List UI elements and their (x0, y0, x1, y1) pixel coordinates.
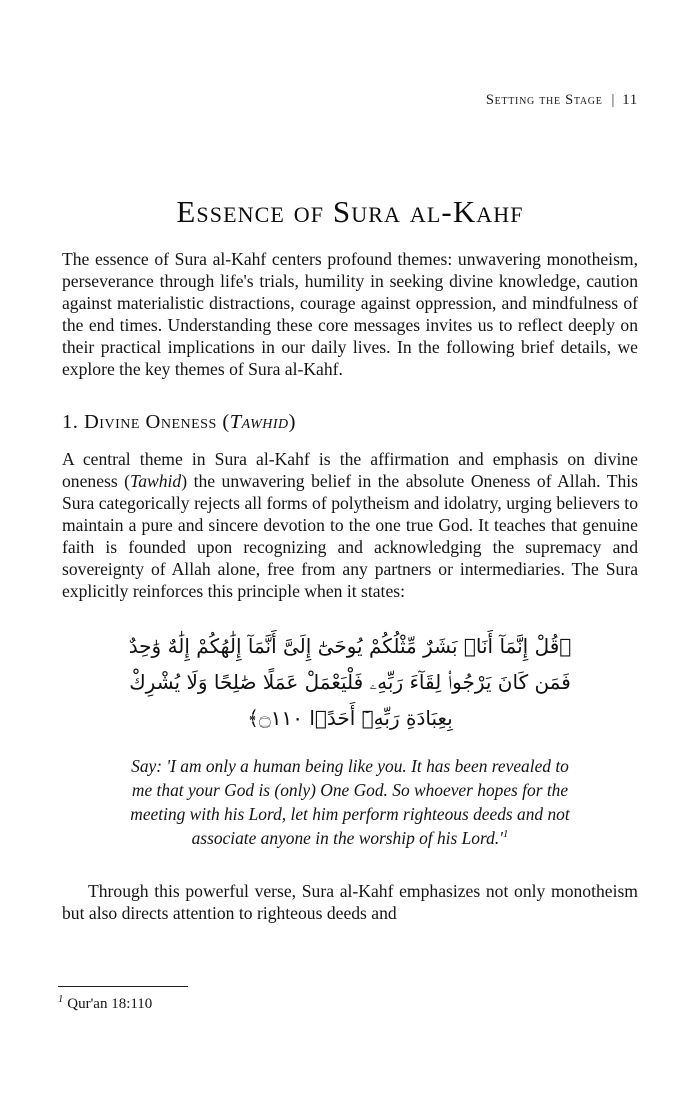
running-head-title: Setting the Stage (485, 92, 603, 108)
footnote-number: 1 (58, 994, 64, 1005)
section-paragraph-part1: A central theme in Sura al-Kahf is the affirmation and emphasis on divine oneness ( (62, 448, 638, 491)
footnote-entry (58, 995, 634, 1013)
spacer (62, 381, 638, 411)
quran-arabic-quote (62, 628, 638, 736)
arabic-line-3: بِعِبَادَةِ رَبِّهِۦٓ أَحَدًۢا ۝١١٠﴾ (247, 706, 453, 731)
section-paragraph-term: Tawhid (130, 470, 182, 491)
footnote-reference-marker: 1 (502, 828, 509, 841)
spacer (62, 850, 638, 880)
spacer (62, 434, 638, 448)
section-heading-prefix: 1. Divine Oneness ( (62, 410, 230, 433)
section-heading-term: Tawhid (229, 410, 289, 433)
arabic-line-1: ﴿قُلْ إِنَّمَآ أَنَا۠ بَشَرٌ مِّثْلُكُمْ يُوحَىٰٓ إِلَىَّ أَنَّمَآ إِلَٰهُكُمْ إِلَٰهٌ وَٰحِدٌ (128, 634, 572, 659)
arabic-line-2: فَمَن كَانَ يَرْجُوا۟ لِقَآءَ رَبِّهِۦ فَلْيَعْمَلْ عَمَلًا صَٰلِحًا وَلَا يُشْرِكْ (129, 670, 571, 695)
text-column (62, 248, 638, 924)
intro-paragraph: The essence of Sura al-Kahf centers profound themes: unwavering monotheism, perseverance through life's trials, humility in seeking divine knowledge, caution against materialistic distractions, courage against oppression, and mindfulness of the end times. Understanding these core messages invites us to reflect deeply on their practical implications in our daily lives. In the following brief details, we explore the key themes of Sura al-Kahf. (62, 249, 638, 380)
closing-paragraph: Through this powerful verse, Sura al-Kahf emphasizes not only monotheism but also directs attention to righteous deeds and (62, 881, 638, 924)
quran-translation-text: Say: 'I am only a human being like you. It has been revealed to me that your God is (only) One God. So whoever hopes for the meeting with his Lord, let him perform righteous deeds and not associate anyone in the worship of his Lord.' (130, 756, 570, 849)
chapter-title: Essence of Sura al-Kahf (176, 194, 524, 229)
running-head (62, 92, 638, 109)
page-number: 11 (622, 92, 638, 108)
running-head-separator: | (611, 92, 616, 108)
section-paragraph-part2: ) the unwavering belief in the absolute Oneness of Allah. This Sura categorically rejects all forms of polytheism and idolatry, urging believers to maintain a pure and sincere devotion to the one true God. It teaches that genuine faith is founded upon recognizing and acknowledging the supremacy and sovereignty of Allah alone, free from any partners or intermediaries. The Sura explicitly reinforces this principle when it states: (62, 470, 638, 602)
section-heading (62, 411, 638, 434)
quran-translation (120, 754, 580, 850)
footnote-citation: Qur'an 18:110 (67, 996, 153, 1012)
section-paragraph (62, 448, 638, 603)
footnote-separator-rule (58, 986, 188, 987)
footnote-area (58, 986, 634, 1013)
section-heading-suffix: ) (288, 410, 296, 433)
